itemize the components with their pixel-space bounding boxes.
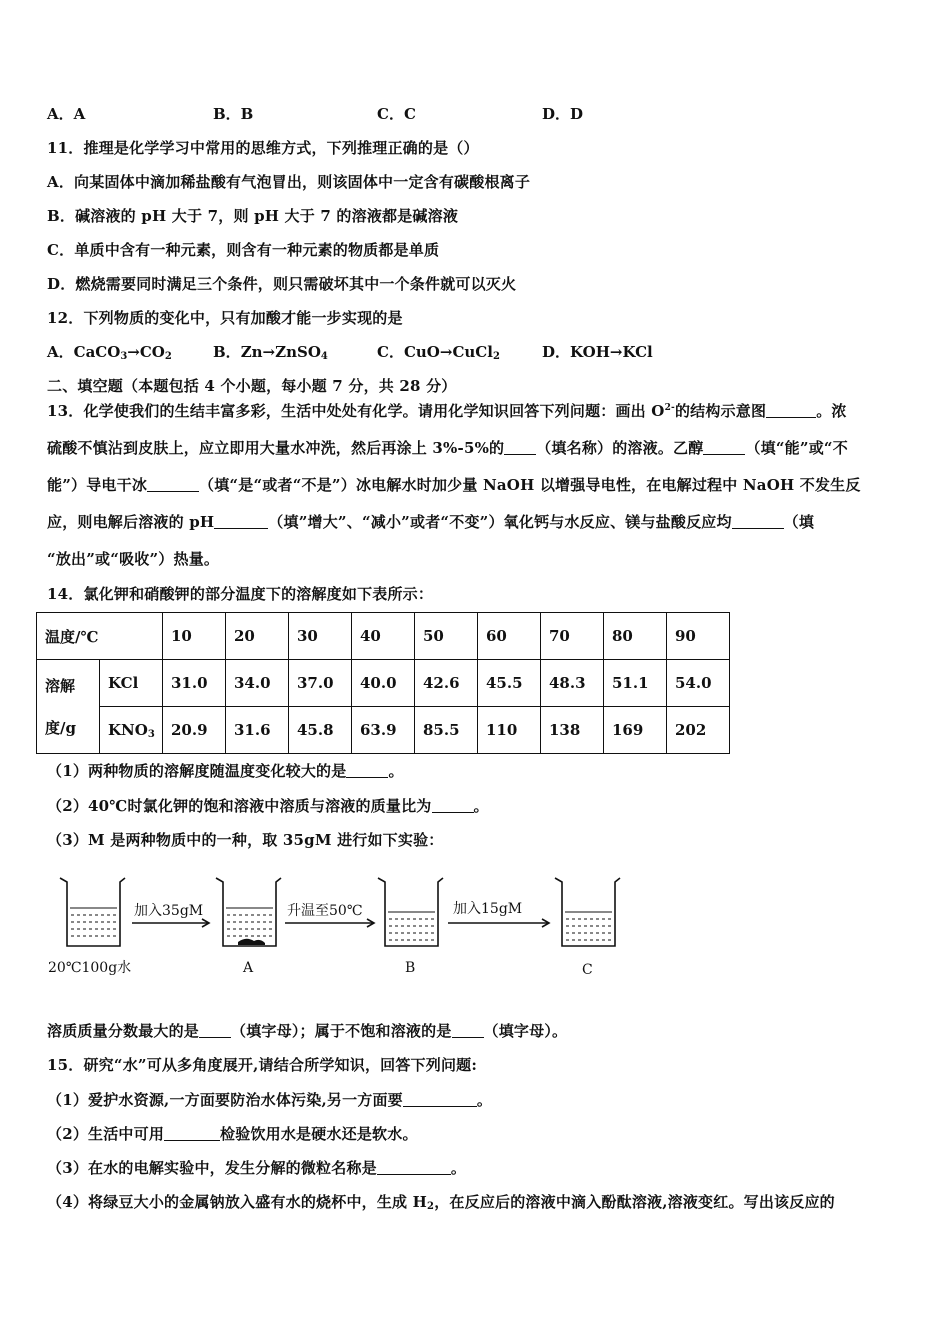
q14-part-4: 溶质质量分数最大的是 （填字母）；属于不饱和溶液的是 （填字母）。 [47,1022,568,1040]
arrow-2 [285,919,374,927]
table-cell: 60 [478,613,541,660]
q15-part-2: （2）生活中可用 检验饮用水是硬水还是软水。 [47,1125,418,1143]
table-row [37,613,730,660]
q11-stem: 11．推理是化学学习中常用的思维方式，下列推理正确的是（） [47,139,479,157]
table-cell: 31.0 [163,660,226,707]
blank[interactable] [432,798,474,813]
q12-option-c: C．CuO→CuCl$_2$ [377,343,500,362]
q11-option-a: A．向某固体中滴加稀盐酸有气泡冒出，则该固体中一定含有碳酸根离子 [47,173,531,191]
table-cell: 20 [226,613,289,660]
q10-option-a: A．A [47,105,86,123]
experiment-diagram [40,868,640,988]
blank[interactable] [766,403,816,418]
table-cell: 63.9 [352,707,415,754]
blank[interactable] [346,763,388,778]
section-heading: 二、填空题（本题包括 4 个小题，每小题 7 分，共 28 分） [47,377,457,395]
kno3-label: $KNO_3$ [100,707,163,754]
table-cell: 37.0 [289,660,352,707]
q11-option-d: D．燃烧需要同时满足三个条件，则只需破坏其中一个条件就可以灭火 [47,275,517,293]
q15-stem: 15．研究“水”可从多角度展开,请结合所学知识，回答下列问题: [47,1056,478,1074]
table-cell: 45.8 [289,707,352,754]
kcl-label: KCl [100,660,163,707]
q12-option-d: D．KOH→KCl [542,343,653,361]
table-cell: 20.9 [163,707,226,754]
table-row [37,707,730,754]
blank[interactable] [199,1023,231,1038]
q13-line-1: 13．化学使我们的生结丰富多彩，生活中处处有化学。请用化学知识回答下列问题：画出 $O^{2-}$的结构示意图 。浓 [47,402,847,420]
beaker-b [378,878,443,946]
table-cell: 42.6 [415,660,478,707]
table-cell: 80 [604,613,667,660]
table-row [37,660,730,707]
q14-part-2: （2）40℃时氯化钾的饱和溶液中溶质与溶液的质量比为 。 [47,797,489,815]
blank[interactable] [703,440,745,455]
table-cell: 31.6 [226,707,289,754]
blank[interactable] [377,1160,451,1175]
blank[interactable] [214,514,268,529]
start-label: 20℃100g水 [48,960,132,976]
step-2-label: 升温至50℃ [287,903,363,919]
q11-option-c: C．单质中含有一种元素，则含有一种元素的物质都是单质 [47,241,440,259]
beaker-b-label: B [405,960,416,976]
table-cell: 50 [415,613,478,660]
table-cell: 110 [478,707,541,754]
table-cell: 45.5 [478,660,541,707]
q10-option-c: C．C [377,105,416,123]
table-cell: 10 [163,613,226,660]
blank[interactable] [504,440,536,455]
table-cell: 30 [289,613,352,660]
q12-option-a: A．$CaCO_3\to CO_2$ [47,343,172,362]
q15-part-4: （4）将绿豆大小的金属钠放入盛有水的烧杯中，生成 $H_2$，在反应后的溶液中滴入酚酞溶液,溶液变红。写出该反应的 [47,1193,835,1212]
table-cell: 138 [541,707,604,754]
blank[interactable] [147,477,199,492]
step-1-label: 加入35gM [134,903,204,919]
beaker-c-label: C [582,962,593,978]
q14-part-1: （1）两种物质的溶解度随温度变化较大的是 。 [47,762,404,780]
table-cell: 70 [541,613,604,660]
q12-option-b: B．Zn→ZnSO$_4$ [213,343,328,362]
blank[interactable] [452,1023,484,1038]
table-cell: 34.0 [226,660,289,707]
table-cell: 48.3 [541,660,604,707]
q12-stem: 12．下列物质的变化中，只有加酸才能一步实现的是 [47,309,403,327]
table-cell: 169 [604,707,667,754]
table-cell: 40 [352,613,415,660]
beaker-a-label: A [243,960,254,976]
q13-line-2: 硫酸不慎沾到皮肤上，应立即用大量水冲洗，然后再涂上 3%-5%的 （填名称）的溶液。乙醇 （填“能”或“不 [47,439,848,457]
table-cell: 90 [667,613,730,660]
beaker-c [555,878,620,946]
temp-header: 温度/℃ [37,613,163,660]
q15-part-1: （1）爱护水资源,一方面要防治水体污染,另一方面要 。 [47,1091,493,1109]
table-cell: 51.1 [604,660,667,707]
q11-option-b: B．碱溶液的 pH 大于 7，则 pH 大于 7 的溶液都是碱溶液 [47,207,459,225]
arrow-1 [132,919,209,927]
blank[interactable] [164,1126,220,1141]
q15-part-3: （3）在水的电解实验中，发生分解的微粒名称是 。 [47,1159,467,1177]
q13-line-4: 应，则电解后溶液的 pH （填”增大”、“减小”或者“不变”）氧化钙与水反应、镁与盐酸反应均 （填 [47,513,815,531]
step-3-label: 加入15gM [453,901,523,917]
blank[interactable] [403,1092,477,1107]
q13-line-5: “放出”或“吸收”）热量。 [47,550,220,568]
table-cell: 54.0 [667,660,730,707]
q14-stem: 14．氯化钾和硝酸钾的部分温度下的溶解度如下表所示： [47,585,434,603]
undissolved-solid [238,939,265,945]
table-cell: 40.0 [352,660,415,707]
solubility-table [36,612,730,754]
q10-option-b: B．B [213,105,254,123]
q13-line-3: 能”）导电干冰 （填“是“或者“不是”）冰电解水时加少量 NaOH 以增强导电性，在电解过程中 NaOH 不发生反 [47,476,861,494]
solubility-label: 溶解 度/g [37,660,100,754]
table-cell: 202 [667,707,730,754]
q10-option-d: D．D [542,105,584,123]
arrow-3 [448,919,549,927]
blank[interactable] [732,514,784,529]
q14-part-3: （3）M 是两种物质中的一种，取 35gM 进行如下实验： [47,831,444,849]
table-cell: 85.5 [415,707,478,754]
